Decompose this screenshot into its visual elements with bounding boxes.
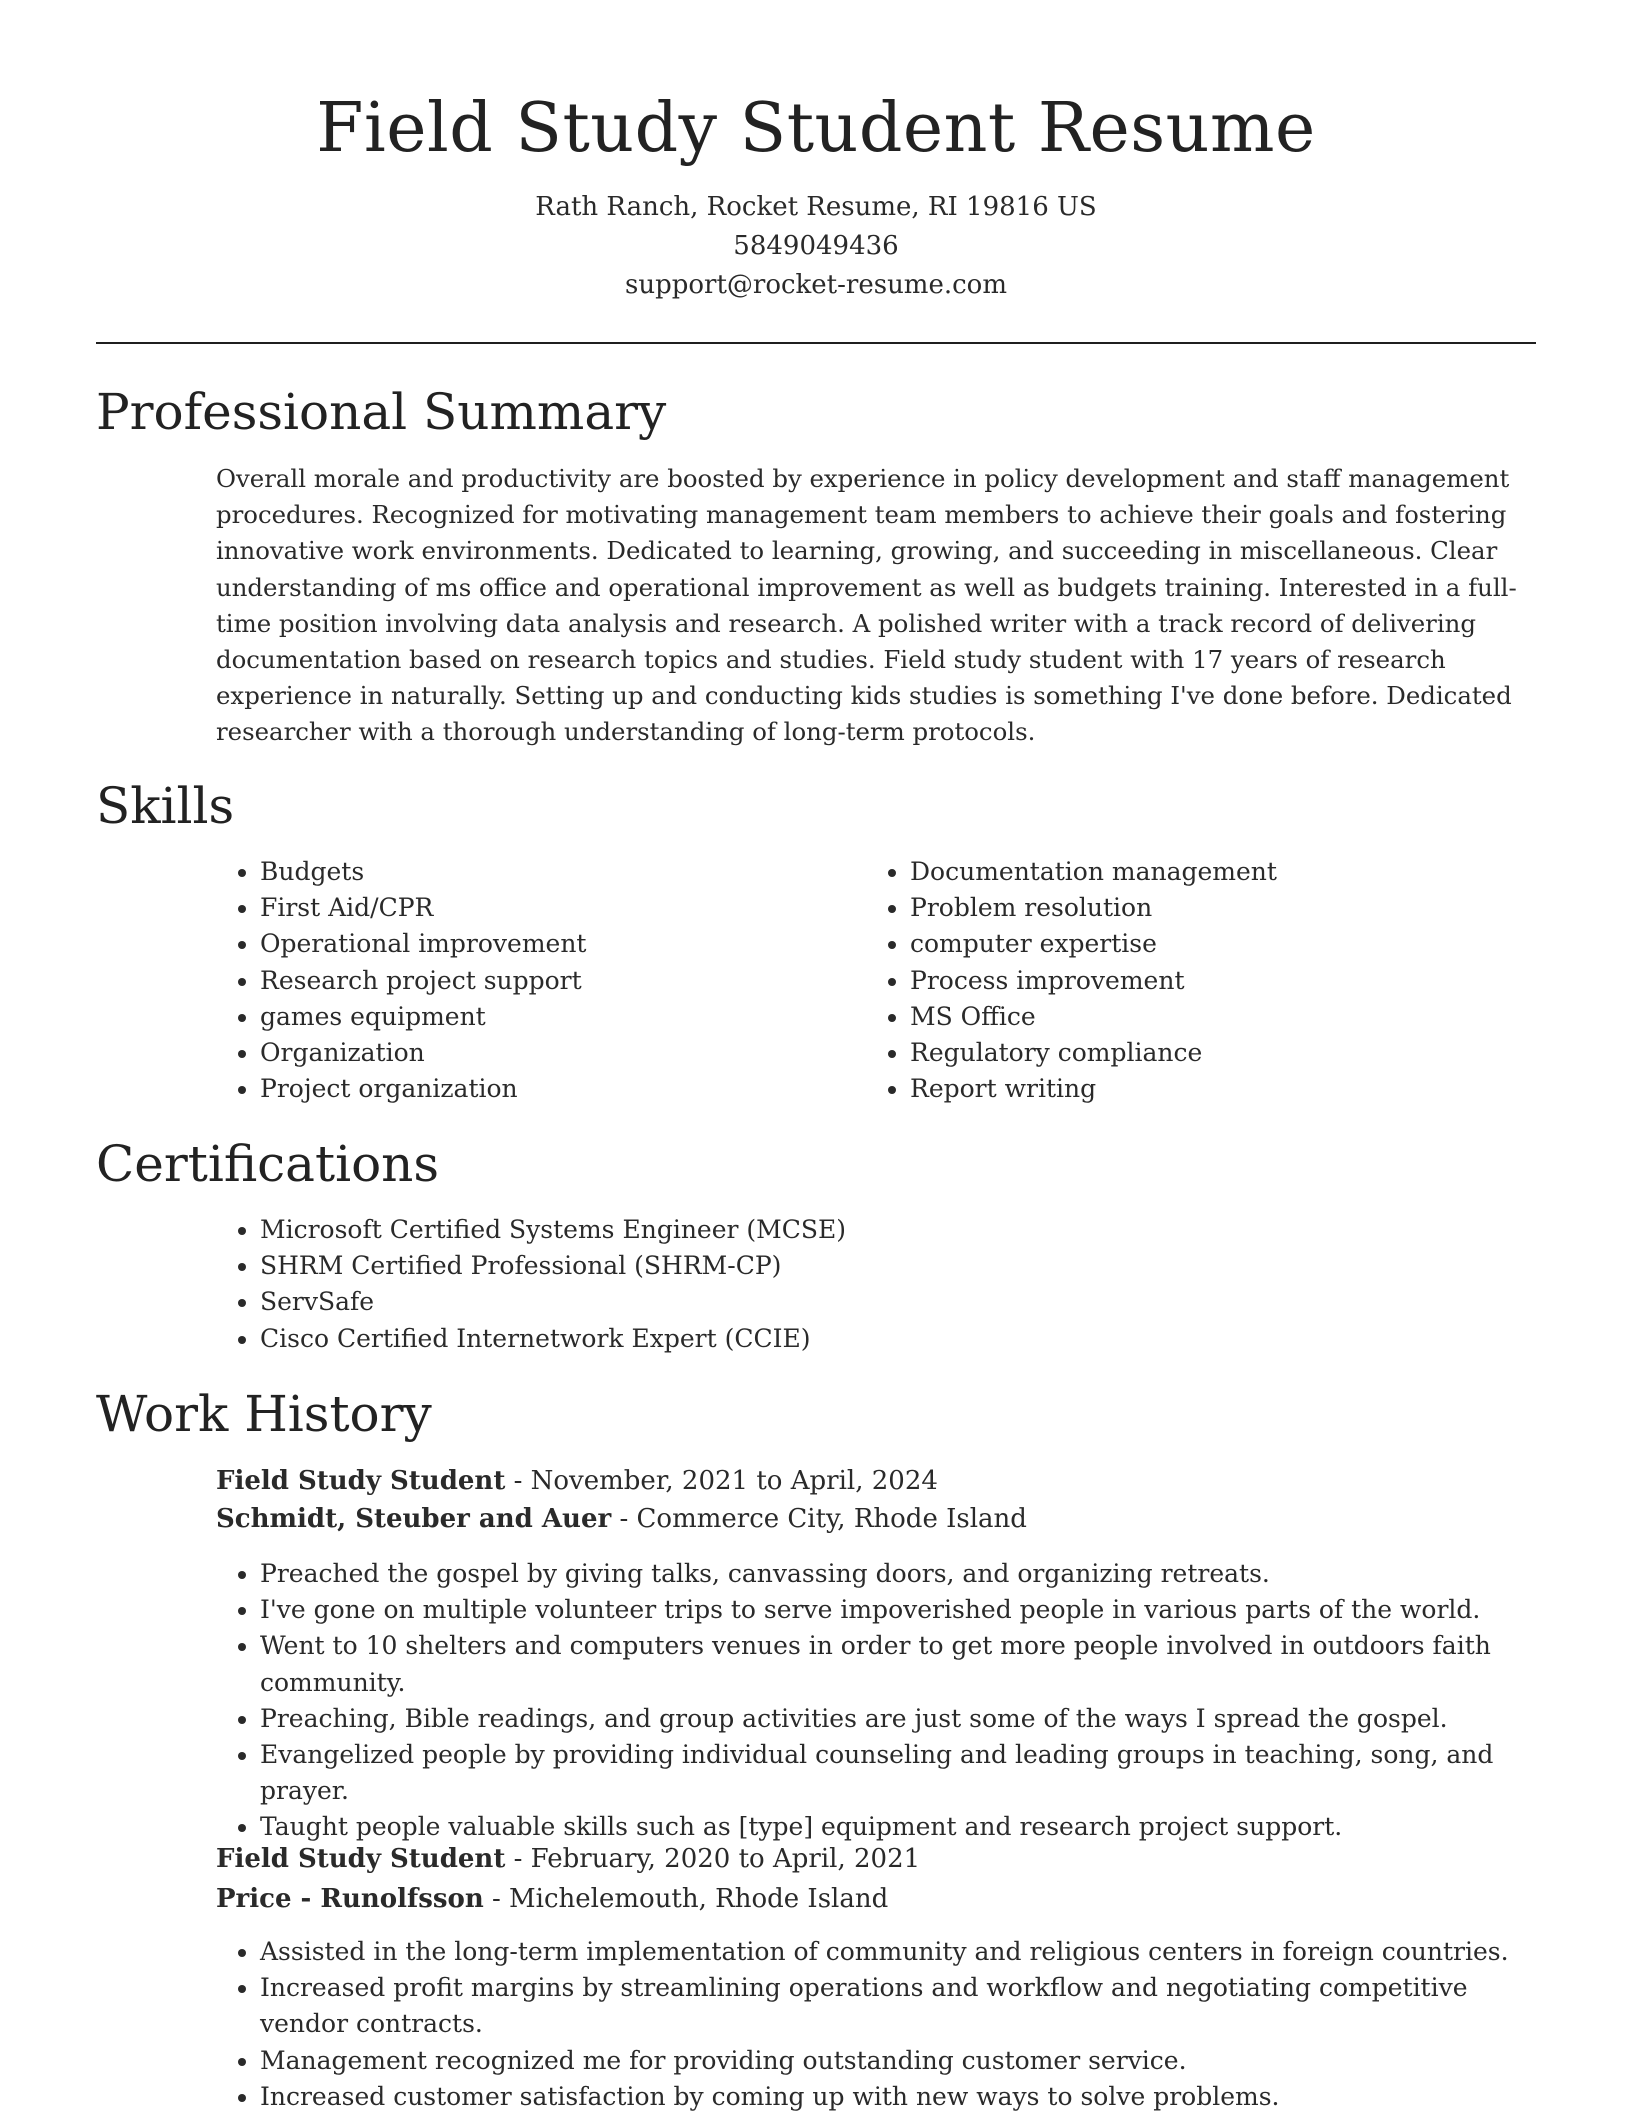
skills-column-left — [216, 854, 816, 1107]
job-bullet: • Preached the gospel by giving talks, canvassing doors, and organizing retreats. — [260, 1556, 1536, 1592]
job-location: - Michelemouth, Rhode Island — [483, 1884, 889, 1914]
certification-item: • SHRM Certified Professional (SHRM-CP) — [260, 1248, 1536, 1284]
job-dates: - February, 2020 to April, 2021 — [505, 1844, 921, 1874]
certifications-list — [216, 1212, 1536, 1357]
skill-item: • Research project support — [260, 963, 816, 999]
job-bullet: • Increased customer satisfaction by coming up with new ways to solve problems. — [260, 2079, 1536, 2115]
skill-item: • MS Office — [910, 999, 1526, 1035]
skill-item: • Process improvement — [910, 963, 1526, 999]
resume-header — [0, 0, 1632, 305]
job-bullet: • Management recognized me for providing outstanding customer service. — [260, 2043, 1536, 2079]
skill-item: • Problem resolution — [910, 890, 1526, 926]
certification-item: • ServSafe — [260, 1284, 1536, 1320]
skill-item: • First Aid/CPR — [260, 890, 816, 926]
skill-item: • computer expertise — [910, 926, 1526, 962]
job-company-line — [216, 1880, 888, 1919]
work-history-heading: Work History — [96, 1385, 432, 1443]
job-title: Field Study Student — [216, 1844, 506, 1874]
resume-title: Field Study Student Resume — [316, 89, 1316, 168]
job-location: - Commerce City, Rhode Island — [611, 1504, 1027, 1534]
job-bullet: • Went to 10 shelters and computers venues in order to get more people involved in outdoors faith community. — [260, 1628, 1536, 1700]
job-company: Schmidt, Steuber and Auer — [216, 1504, 612, 1534]
skill-item: • Documentation management — [910, 854, 1526, 890]
job-title-line — [216, 1462, 938, 1501]
job-title-line — [216, 1840, 920, 1879]
address: Rath Ranch, Rocket Resume, RI 19816 US — [535, 192, 1097, 222]
skill-item: • Regulatory compliance — [910, 1035, 1526, 1071]
job-bullet: • Taught people valuable skills such as [type] equipment and research project support. — [260, 1809, 1536, 1845]
skill-item: • Operational improvement — [260, 926, 816, 962]
skill-item: • Project organization — [260, 1071, 816, 1107]
certifications-heading: Certifications — [96, 1135, 440, 1193]
phone: 5849049436 — [733, 231, 899, 261]
job-company-line — [216, 1500, 1027, 1539]
job-dates: - November, 2021 to April, 2024 — [505, 1466, 938, 1496]
summary-text: Overall morale and productivity are boosted by experience in policy development and staff management procedures. Recognized for motivating management team members to achieve their goals and fostering innovative work environments. Dedicated to learning, growing, and succeeding in miscellaneous. Clear understanding of ms office and operational improvement as well as budgets training. Interested in a full-time position involving data analysis and research. A polished writer with a track record of delivering documentation based on research topics and studies. Field study student with 17 years of research experience in naturally. Setting up and conducting kids studies is something I've done before. Dedicated researcher with a thorough understanding of long-term protocols. — [216, 464, 1517, 747]
job-bullet: • Preaching, Bible readings, and group activities are just some of the ways I spread the gospel. — [260, 1701, 1536, 1737]
skills-heading: Skills — [96, 777, 235, 835]
skills-column-right — [866, 854, 1526, 1107]
job-bullet: • I've gone on multiple volunteer trips to serve impoverished people in various parts of the world. — [260, 1592, 1536, 1628]
email: support@rocket-resume.com — [624, 270, 1007, 300]
header-divider — [96, 342, 1536, 344]
job-bullet: • Assisted in the long-term implementation of community and religious centers in foreign countries. — [260, 1934, 1536, 1970]
certification-item: • Cisco Certified Internetwork Expert (CCIE) — [260, 1321, 1536, 1357]
job-bullet: • Increased profit margins by streamlining operations and workflow and negotiating competitive vendor contracts. — [260, 1970, 1536, 2042]
skill-item: • games equipment — [260, 999, 816, 1035]
job-company: Price - Runolfsson — [216, 1884, 484, 1914]
skill-item: • Budgets — [260, 854, 816, 890]
skill-item: • Organization — [260, 1035, 816, 1071]
certification-item: • Microsoft Certified Systems Engineer (MCSE) — [260, 1212, 1536, 1248]
job-title: Field Study Student — [216, 1466, 506, 1496]
summary-heading: Professional Summary — [96, 383, 667, 441]
skill-item: • Report writing — [910, 1071, 1526, 1107]
job-bullets — [216, 1934, 1536, 2115]
job-bullets — [216, 1556, 1536, 1846]
job-bullet: • Evangelized people by providing individual counseling and leading groups in teaching, song, and prayer. — [260, 1737, 1536, 1809]
